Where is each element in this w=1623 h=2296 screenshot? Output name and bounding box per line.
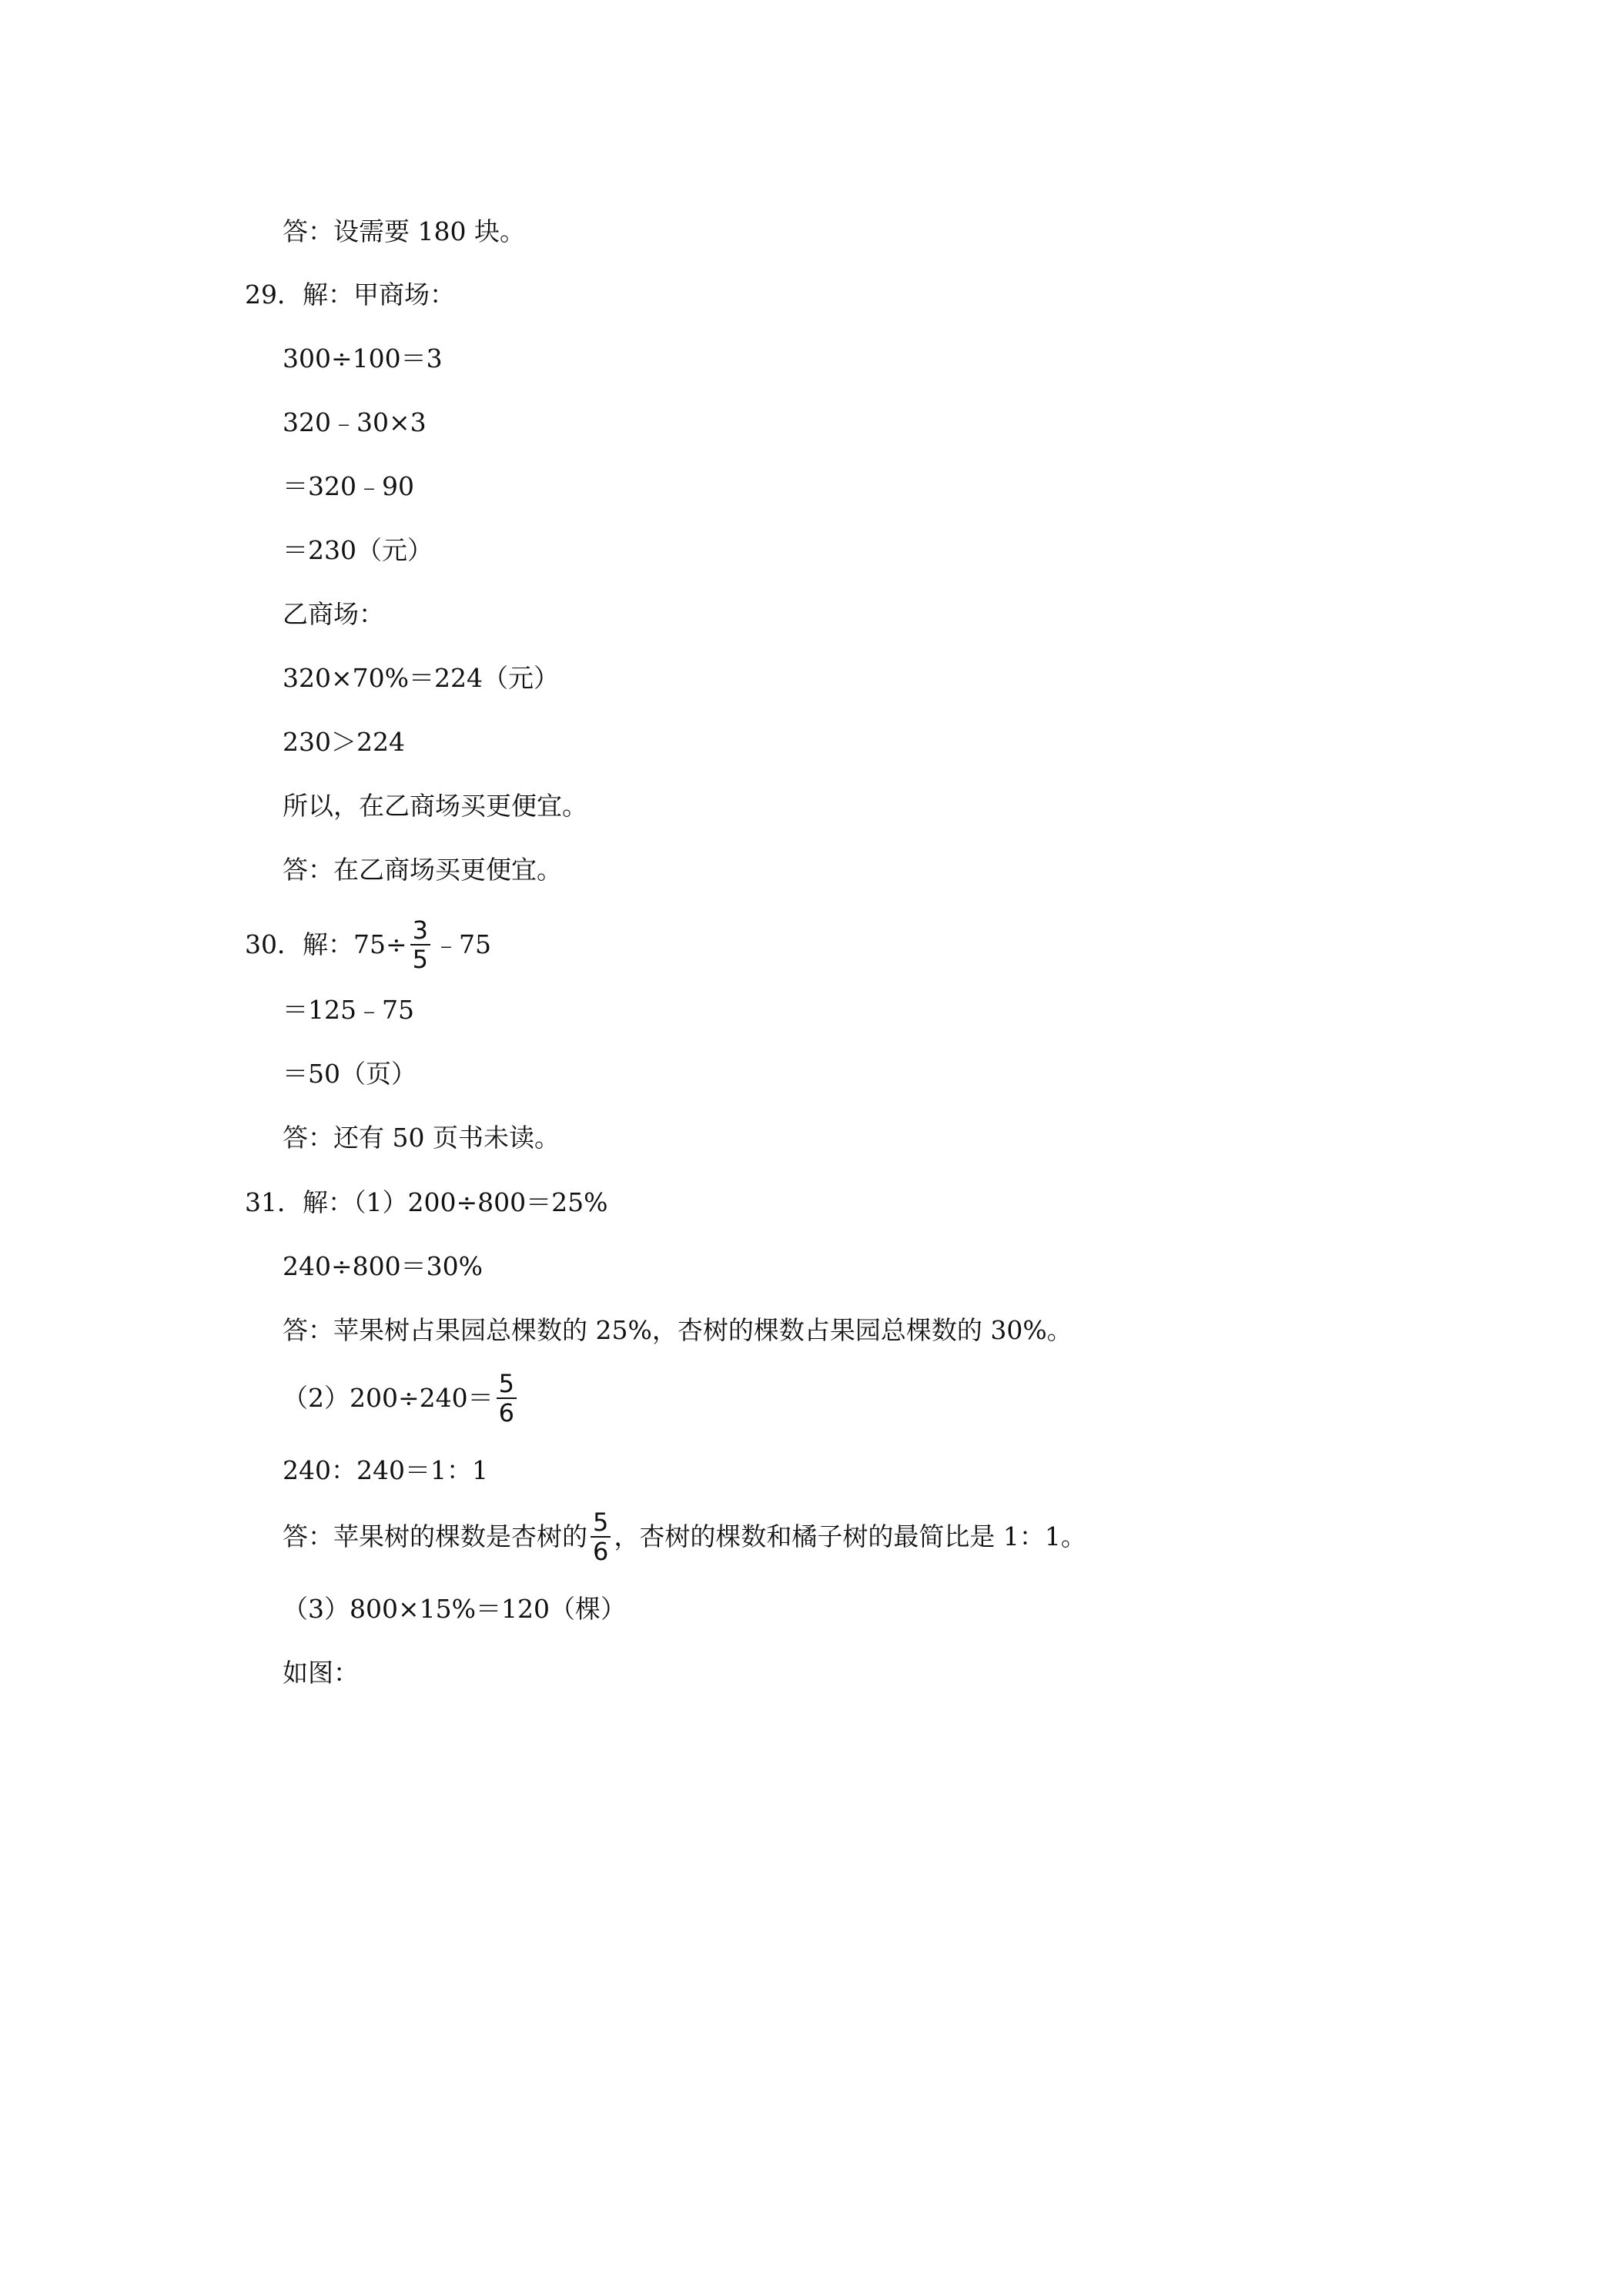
section-label: 乙商场： bbox=[283, 599, 384, 629]
calc-line: ＝50（页） bbox=[283, 1059, 417, 1089]
calc-line: 240÷800＝30% bbox=[283, 1251, 483, 1281]
problem-29-heading: 29．解：甲商场： bbox=[245, 279, 455, 310]
problem-30-heading bbox=[245, 915, 491, 974]
fraction-numerator: 3 bbox=[412, 915, 428, 945]
expression-suffix: ﹣75 bbox=[433, 929, 491, 959]
answer-suffix: ，杏树的棵数和橘子树的最简比是 1：1。 bbox=[614, 1521, 1086, 1551]
calc-line: 300÷100＝3 bbox=[283, 343, 443, 373]
calc-line: 320﹣30×3 bbox=[283, 407, 427, 437]
fraction-numerator: 5 bbox=[593, 1508, 609, 1537]
fraction-denominator: 5 bbox=[412, 945, 428, 974]
answer-line: 答：在乙商场买更便宜。 bbox=[283, 855, 562, 885]
calc-line: ＝230（元） bbox=[283, 535, 433, 565]
problem-31-heading: 31．解：（1）200÷800＝25% bbox=[245, 1187, 608, 1217]
answer-line: 答：设需要 180 块。 bbox=[283, 216, 525, 246]
answer-prefix: 答：苹果树的棵数是杏树的 bbox=[283, 1521, 587, 1551]
expression-prefix: （2）200÷240＝ bbox=[283, 1383, 494, 1413]
calc-line bbox=[283, 1369, 520, 1427]
fraction bbox=[410, 917, 430, 972]
answer-line bbox=[283, 1508, 1086, 1566]
fraction-denominator: 6 bbox=[593, 1537, 609, 1566]
conclusion-line: 所以，在乙商场买更便宜。 bbox=[283, 791, 587, 821]
calc-line: 240：240＝1：1 bbox=[283, 1455, 488, 1485]
fraction bbox=[591, 1509, 611, 1565]
fraction-denominator: 6 bbox=[498, 1398, 514, 1427]
answer-line: 答：苹果树占果园总棵数的 25%，杏树的棵数占果园总棵数的 30%。 bbox=[283, 1315, 1073, 1345]
answer-line: 答：还有 50 页书未读。 bbox=[283, 1123, 560, 1153]
expression-prefix: 30．解：75÷ bbox=[245, 929, 407, 959]
fraction bbox=[497, 1371, 517, 1426]
calc-line: ＝320﹣90 bbox=[283, 471, 414, 501]
calc-line: ＝125﹣75 bbox=[283, 995, 414, 1025]
calc-line: 230＞224 bbox=[283, 727, 405, 757]
fraction-numerator: 5 bbox=[498, 1369, 514, 1398]
calc-line: 320×70%＝224（元） bbox=[283, 663, 559, 693]
figure-reference: 如图： bbox=[283, 1658, 359, 1688]
calc-line: （3）800×15%＝120（棵） bbox=[283, 1594, 626, 1624]
